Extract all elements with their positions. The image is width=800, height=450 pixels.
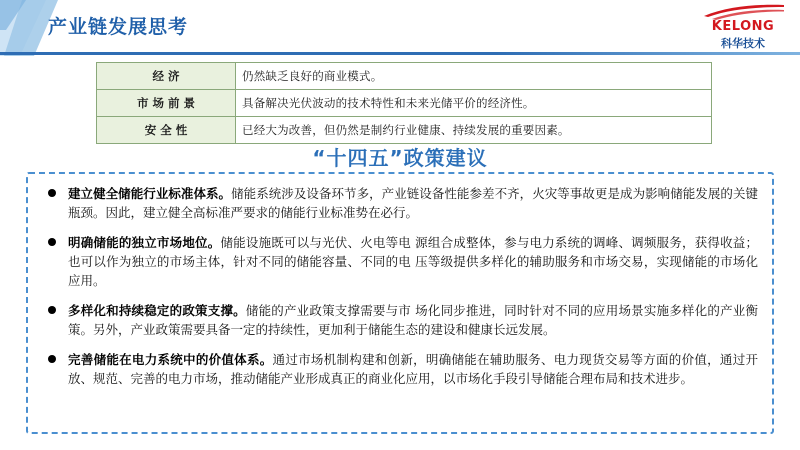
table-cell-label: 安全性 bbox=[97, 117, 236, 144]
bullet-dot-icon bbox=[48, 306, 56, 314]
table-cell-label: 经济 bbox=[97, 63, 236, 90]
header-divider bbox=[0, 52, 800, 55]
table-row bbox=[97, 63, 712, 90]
policy-suggestions-panel bbox=[26, 172, 774, 434]
bullet-dot-icon bbox=[48, 238, 56, 246]
list-item-text: 储能系统涉及设备环节多，产业链设备性能参差不齐，火灾等事故更是成为影响储能发展的关键瓶颈。因此，建立健全高标准严要求的储能行业标准势在必行。 bbox=[68, 186, 758, 220]
table-cell-value: 具备解决光伏波动的技术特性和未来光储平价的经济性。 bbox=[236, 90, 712, 117]
list-item bbox=[42, 301, 758, 339]
table-cell-value: 仍然缺乏良好的商业模式。 bbox=[236, 63, 712, 90]
logo-subtitle: 科华技术 bbox=[721, 37, 765, 50]
summary-table bbox=[96, 62, 712, 144]
table-row bbox=[97, 90, 712, 117]
table-cell-value: 已经大为改善，但仍然是制约行业健康、持续发展的重要因素。 bbox=[236, 117, 712, 144]
table-row bbox=[97, 117, 712, 144]
list-item-text: 通过市场机制构建和创新，明确储能在辅助服务、电力现货交易等方面的价值，通过开放、规范、完善的电力市场，推动储能产业形成真正的商业化应用，以市场化手段引导储能合理布局和技术进步。 bbox=[68, 352, 758, 386]
bullet-dot-icon bbox=[48, 189, 56, 197]
brand-logo bbox=[700, 8, 786, 51]
list-item-lead: 明确储能的独立市场地位。 bbox=[68, 235, 221, 250]
list-item bbox=[42, 184, 758, 222]
list-item-lead: 完善储能在电力系统中的价值体系。 bbox=[68, 352, 273, 367]
list-item-lead: 多样化和持续稳定的政策支撑。 bbox=[68, 303, 246, 318]
bullet-dot-icon bbox=[48, 355, 56, 363]
section-title: “十四五”政策建议 bbox=[312, 146, 488, 170]
list-item-text: 储能设施既可以与光伏、火电等电 源组合成整体，参与电力系统的调峰、调频服务，获得收益；也可以作为独立的市场主体，针对不同的储能容量、不同的电 压等级提供多样化的辅助服务和市场交易，实现储能的市场化 应用。 bbox=[68, 235, 758, 288]
logo-swoosh-icon bbox=[700, 4, 786, 20]
list-item-lead: 建立健全储能行业标准体系。 bbox=[68, 186, 232, 201]
list-item bbox=[42, 350, 758, 388]
list-item-text: 储能的产业政策支撑需要与市 场化同步推进，同时针对不同的应用场景实施多样化的产业衡 策。另外，产业政策需要具备一定的持续性，更加利于储能生态的建设和健康长远发展。 bbox=[68, 303, 758, 337]
page-title: 产业链发展思考 bbox=[48, 16, 189, 38]
logo-wordmark: KELONG bbox=[711, 19, 775, 34]
slide-header bbox=[0, 0, 800, 56]
table-cell-label: 市场前景 bbox=[97, 90, 236, 117]
list-item bbox=[42, 233, 758, 290]
